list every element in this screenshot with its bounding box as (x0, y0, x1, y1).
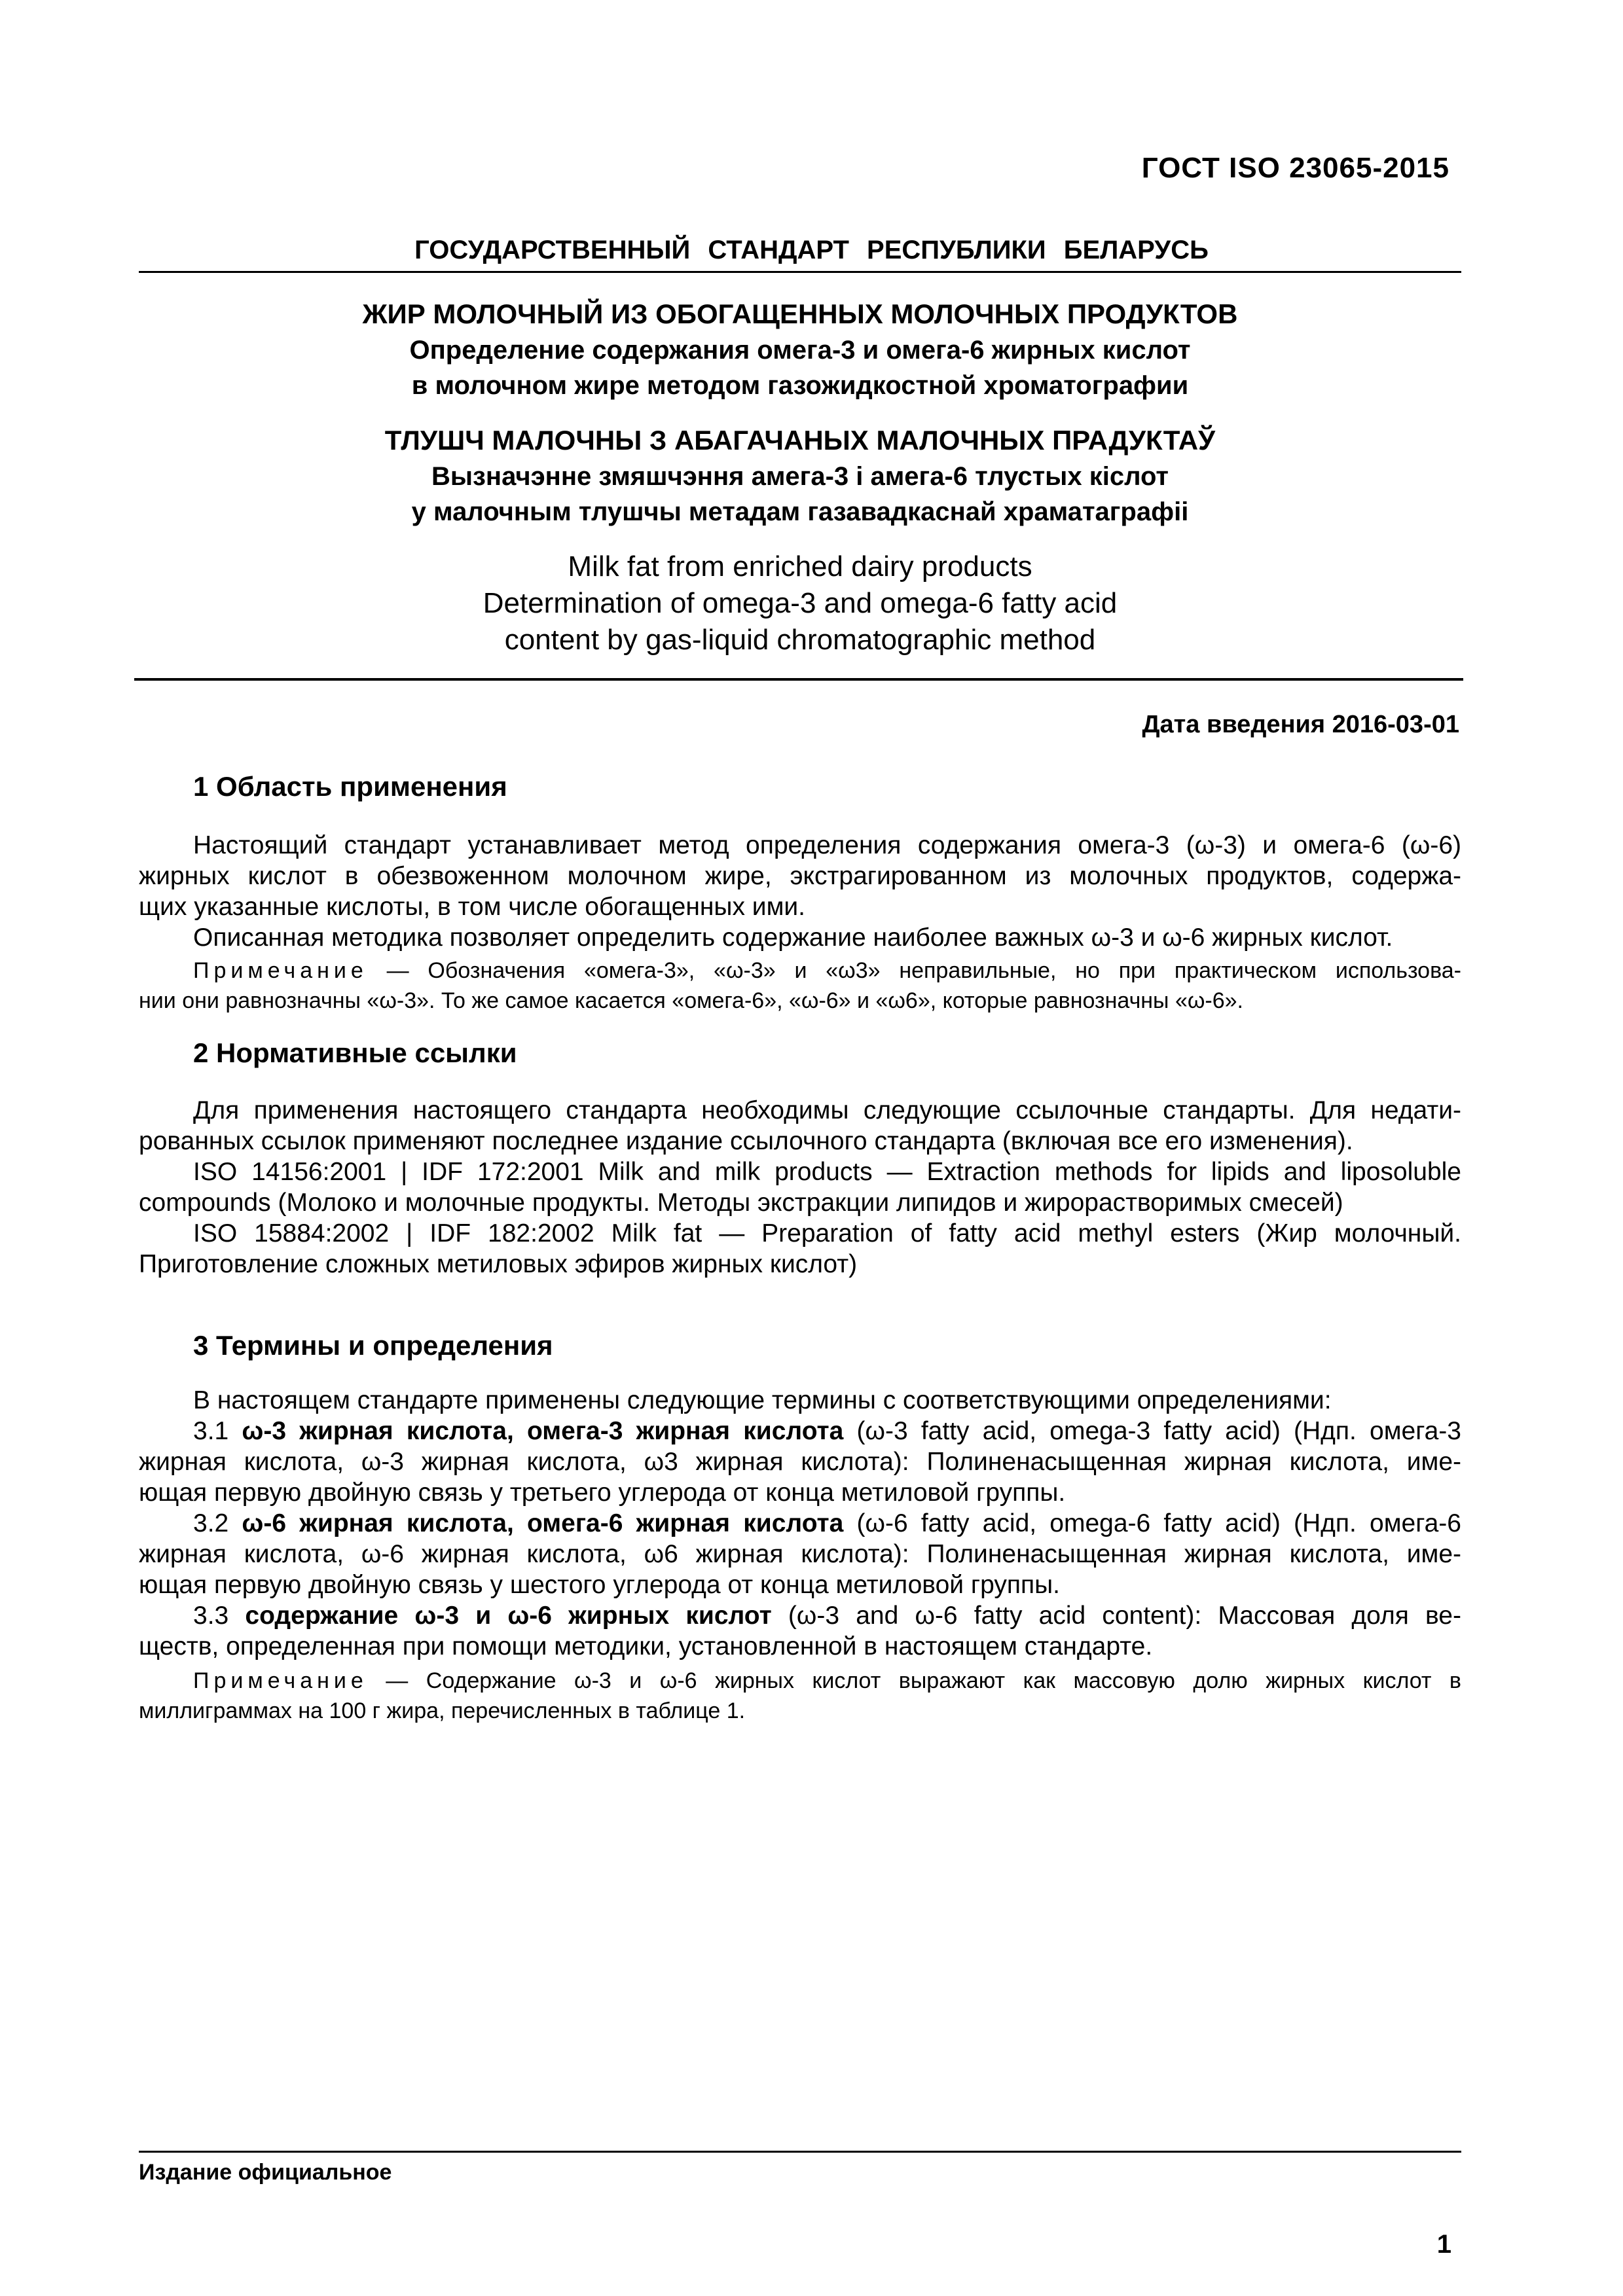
title-divider (134, 678, 1463, 681)
section-2-paragraph-1 (139, 1095, 1461, 1157)
note-line (139, 1666, 1461, 1696)
footer-divider (139, 2151, 1461, 2153)
note-line: нии они равнозначны «ω-3». То же самое касается «омега-6», «ω-6» и «ω6», которые равнозначны «ω-6». (139, 988, 1243, 1013)
term-text: (ω-6 fatty acid, omega-6 fatty acid) (Ндп. омега-6 (843, 1509, 1461, 1537)
text-line: Приготовление сложных метиловых эфиров жирных кислот) (139, 1250, 858, 1278)
text-line: Описанная методика позволяет определить содержание наиболее важных ω-3 и ω-6 жирных кислот. (193, 924, 1393, 952)
title-be-sub1: Вызначэнне змяшчэння амега-3 і амега-6 тлустых кіслот (431, 462, 1169, 491)
term-number: 3.1 (193, 1417, 242, 1445)
text-line: щих указанные кислоты, в том числе обогащенных ими. (139, 893, 805, 921)
title-en-line2: Determination of omega-3 and omega-6 fatty acid (483, 587, 1118, 619)
text-line: жирная кислота, ω-3 жирная кислота, ω3 жирная кислота): Полиненасыщенная жирная кислота, име- (139, 1448, 1461, 1476)
title-ru-main: ЖИР МОЛОЧНЫЙ ИЗ ОБОГАЩЕННЫХ МОЛОЧНЫХ ПРОДУКТОВ (362, 298, 1238, 329)
text-line: ющая первую двойную связь у третьего углерода от конца метиловой группы. (139, 1479, 1066, 1507)
section-3-intro (139, 1385, 1461, 1416)
title-en-line3: content by gas-liquid chromatographic method (504, 624, 1096, 656)
text-line: ISO 15884:2002 | IDF 182:2002 Milk fat — Preparation of fatty acid methyl esters (Жир молочный. (193, 1219, 1461, 1247)
official-edition-label: Издание официальное (139, 2160, 392, 2185)
title-en-line1: Milk fat from enriched dairy products (568, 550, 1032, 583)
document-code: ГОСТ ISO 23065-2015 (1141, 152, 1450, 184)
title-be-main: ТЛУШЧ МАЛОЧНЫ З АБАГАЧАНЫХ МАЛОЧНЫХ ПРАДУКТАЎ (384, 425, 1216, 456)
term-name: ω-3 жирная кислота, омега-3 жирная кислота (242, 1417, 844, 1445)
text-line: рованных ссылок применяют последнее издание ссылочного стандарта (включая все его изменения). (139, 1127, 1353, 1155)
note-text: — Обозначения «омега-3», «ω-3» и «ω3» неправильные, но при практическом использова- (367, 958, 1461, 983)
title-belarusian (139, 422, 1461, 529)
title-be-sub2: у малочным тлушчы метадам газавадкаснай храматаграфіі (411, 497, 1189, 526)
term-3-1 (139, 1416, 1461, 1508)
note-label: Примечание (193, 1668, 368, 1693)
text-line: ISO 14156:2001 | IDF 172:2001 Milk and milk products — Extraction methods for lipids and liposoluble (193, 1158, 1461, 1186)
term-number: 3.3 (193, 1602, 246, 1630)
header-divider (139, 271, 1461, 273)
section-1-paragraph-1 (139, 830, 1461, 922)
page-number: 1 (1436, 2230, 1451, 2259)
note-label: Примечание (193, 958, 368, 983)
note-line: миллиграммах на 100 г жира, перечисленных в таблице 1. (139, 1698, 746, 1723)
section-3-note (139, 1666, 1461, 1726)
term-number: 3.2 (193, 1509, 242, 1537)
section-2-heading: 2 Нормативные ссылки (193, 1037, 517, 1068)
term-name: содержание ω-3 и ω-6 жирных кислот (245, 1602, 772, 1630)
note-line (139, 956, 1461, 986)
text-line: жирная кислота, ω-6 жирная кислота, ω6 жирная кислота): Полиненасыщенная жирная кислота, име- (139, 1540, 1461, 1568)
text-line: жирных кислот в обезвоженном молочном жире, экстрагированном из молочных продуктов, содержа- (139, 862, 1461, 890)
normative-reference-1 (139, 1157, 1461, 1218)
term-text: (ω-3 fatty acid, omega-3 fatty acid) (Ндп. омега-3 (843, 1417, 1461, 1445)
text-line (139, 1416, 1461, 1446)
text-line (139, 1600, 1461, 1631)
note-text: — Содержание ω-3 и ω-6 жирных кислот выражают как массовую долю жирных кислот в (367, 1668, 1461, 1693)
section-3-heading: 3 Термины и определения (193, 1330, 553, 1361)
introduction-date: Дата введения 2016-03-01 (1142, 711, 1459, 738)
section-1-note (139, 956, 1461, 1016)
text-line: Для применения настоящего стандарта необходимы следующие ссылочные стандарты. Для недати- (193, 1096, 1461, 1124)
text-line: Настоящий стандарт устанавливает метод определения содержания омега-3 (ω-3) и омега-6 (ω-6) (193, 831, 1461, 859)
normative-reference-2 (139, 1218, 1461, 1280)
state-standard-heading: ГОСУДАРСТВЕННЫЙ СТАНДАРТ РЕСПУБЛИКИ БЕЛАРУСЬ (414, 236, 1209, 264)
title-ru-sub2: в молочном жире методом газожидкостной хроматографии (411, 371, 1189, 400)
text-line: В настоящем стандарте применены следующие термины с соответствующими определениями: (193, 1386, 1332, 1414)
section-1-heading: 1 Область применения (193, 771, 507, 802)
title-english (139, 548, 1461, 658)
text-line (139, 1508, 1461, 1539)
title-russian (139, 296, 1461, 403)
term-3-2 (139, 1508, 1461, 1600)
section-1-paragraph-2 (139, 922, 1461, 953)
text-line: compounds (Молоко и молочные продукты. Методы экстракции липидов и жирорастворимых смесей) (139, 1189, 1343, 1217)
term-text: (ω-3 and ω-6 fatty acid content): Массовая доля ве- (771, 1602, 1461, 1630)
text-line: ющая первую двойную связь у шестого углерода от конца метиловой группы. (139, 1571, 1060, 1599)
term-name: ω-6 жирная кислота, омега-6 жирная кислота (242, 1509, 844, 1537)
term-3-3 (139, 1600, 1461, 1662)
text-line: ществ, определенная при помощи методики, установленной в настоящем стандарте. (139, 1632, 1153, 1660)
title-ru-sub1: Определение содержания омега-3 и омега-6 жирных кислот (409, 336, 1191, 365)
